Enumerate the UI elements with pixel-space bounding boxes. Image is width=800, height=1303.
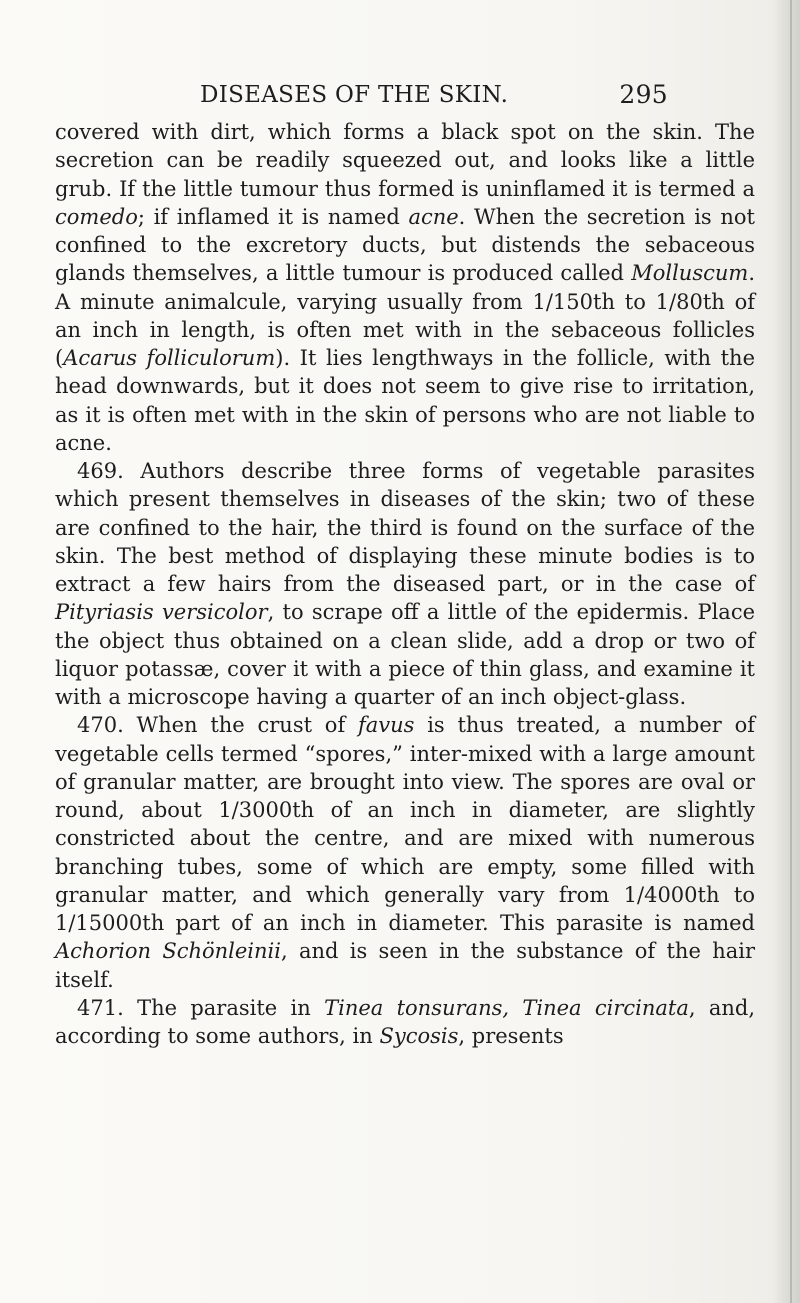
p3-text-4: th to (697, 882, 755, 907)
p1-text-3: . When the secretion is not confined to the excretory ducts, but distends the sebaceous glands themselves, a little tumour is produced called (55, 204, 755, 286)
term-comedo: comedo (55, 204, 138, 229)
term-molluscum: Molluscum (631, 261, 749, 286)
p3-text-5: th part of an inch in diameter. This parasite is named (142, 911, 755, 935)
fraction: 1/15000 (55, 911, 143, 935)
p2-text-2: , to scrape off a little of the epidermis. Place the object thus obtained on a clean slide, add a drop or two of liquor potassæ, cover it with a piece of thin glass, and examine it with a microscope having a quarter of an inch object-glass. (55, 600, 756, 709)
paragraph-469 (55, 457, 755, 711)
paragraph-1 (55, 118, 755, 457)
page-edge-line (790, 0, 792, 1303)
body-text (55, 118, 755, 1050)
paragraph-470 (55, 711, 755, 994)
p1-text-7: ). It lies lengthways in the follicle, with the head downwards, but it does not seem to give rise to irritation, as it is often met with in the skin of persons who are not liable to acne. (55, 346, 755, 455)
term-sycosis: Sycosis (379, 1024, 459, 1048)
term-acarus: Acarus folliculorum (63, 346, 276, 370)
p4-text-2: , and, according to some authors, in (55, 995, 756, 1048)
paragraph-471 (55, 994, 755, 1051)
term-acne: acne (408, 204, 459, 229)
running-title: DISEASES OF THE SKIN. (200, 82, 509, 108)
p3-text-6: , and is seen in the substance of the hair itself. (55, 939, 755, 992)
p1-text-4: . A minute animalcule, varying usually from (55, 261, 755, 314)
p1-text-2: ; if inflamed it is named (137, 204, 409, 229)
p4-text-3: , presents (458, 1024, 564, 1048)
p3-text-1: 470. When the crust of (77, 713, 358, 738)
fraction: 1/150 (532, 289, 593, 314)
term-pityriasis: Pityriasis versicolor (55, 600, 268, 625)
fraction: 1/80 (655, 289, 703, 314)
p3-text-2: is thus treated, a number of vegetable cells termed “spores,” inter-mixed with a large amount of granular matter, are brought into view. The spores are oval or round, about (55, 713, 756, 822)
p4-text-1: 471. The parasite in (77, 995, 325, 1020)
page-number: 295 (619, 80, 668, 109)
p2-text-1: 469. Authors describe three forms of vegetable parasites which present themselves in diseases of the skin; two of these are confined to the hair, the third is found on the surface of the skin. The best method of displaying these minute bodies is to extract a few hairs from the diseased part, or in the case of (55, 459, 755, 596)
term-achorion: Achorion Schönleinii (55, 939, 281, 964)
p3-text-3: th of an inch in diameter, are slightly constricted about the centre, and are mixed with numerous branching tubes, some of which are empty, some filled with granular matter, and which generally vary from (55, 798, 755, 907)
page-edge-shadow (774, 0, 800, 1303)
term-favus: favus (357, 713, 415, 738)
term-tinea: Tinea tonsurans, Tinea circinata (324, 995, 689, 1020)
fraction: 1/3000 (218, 798, 293, 822)
p1-text-1: covered with dirt, which forms a black spot on the skin. The secretion can be readily squeezed out, and looks like a little grub. If the little tumour thus formed is uninflamed it is termed a (55, 120, 755, 201)
p1-text-6: th of an inch in length, is often met with in the sebaceous follicles ( (55, 289, 755, 370)
fraction: 1/4000 (623, 882, 698, 907)
p1-text-5: th to (593, 289, 656, 314)
